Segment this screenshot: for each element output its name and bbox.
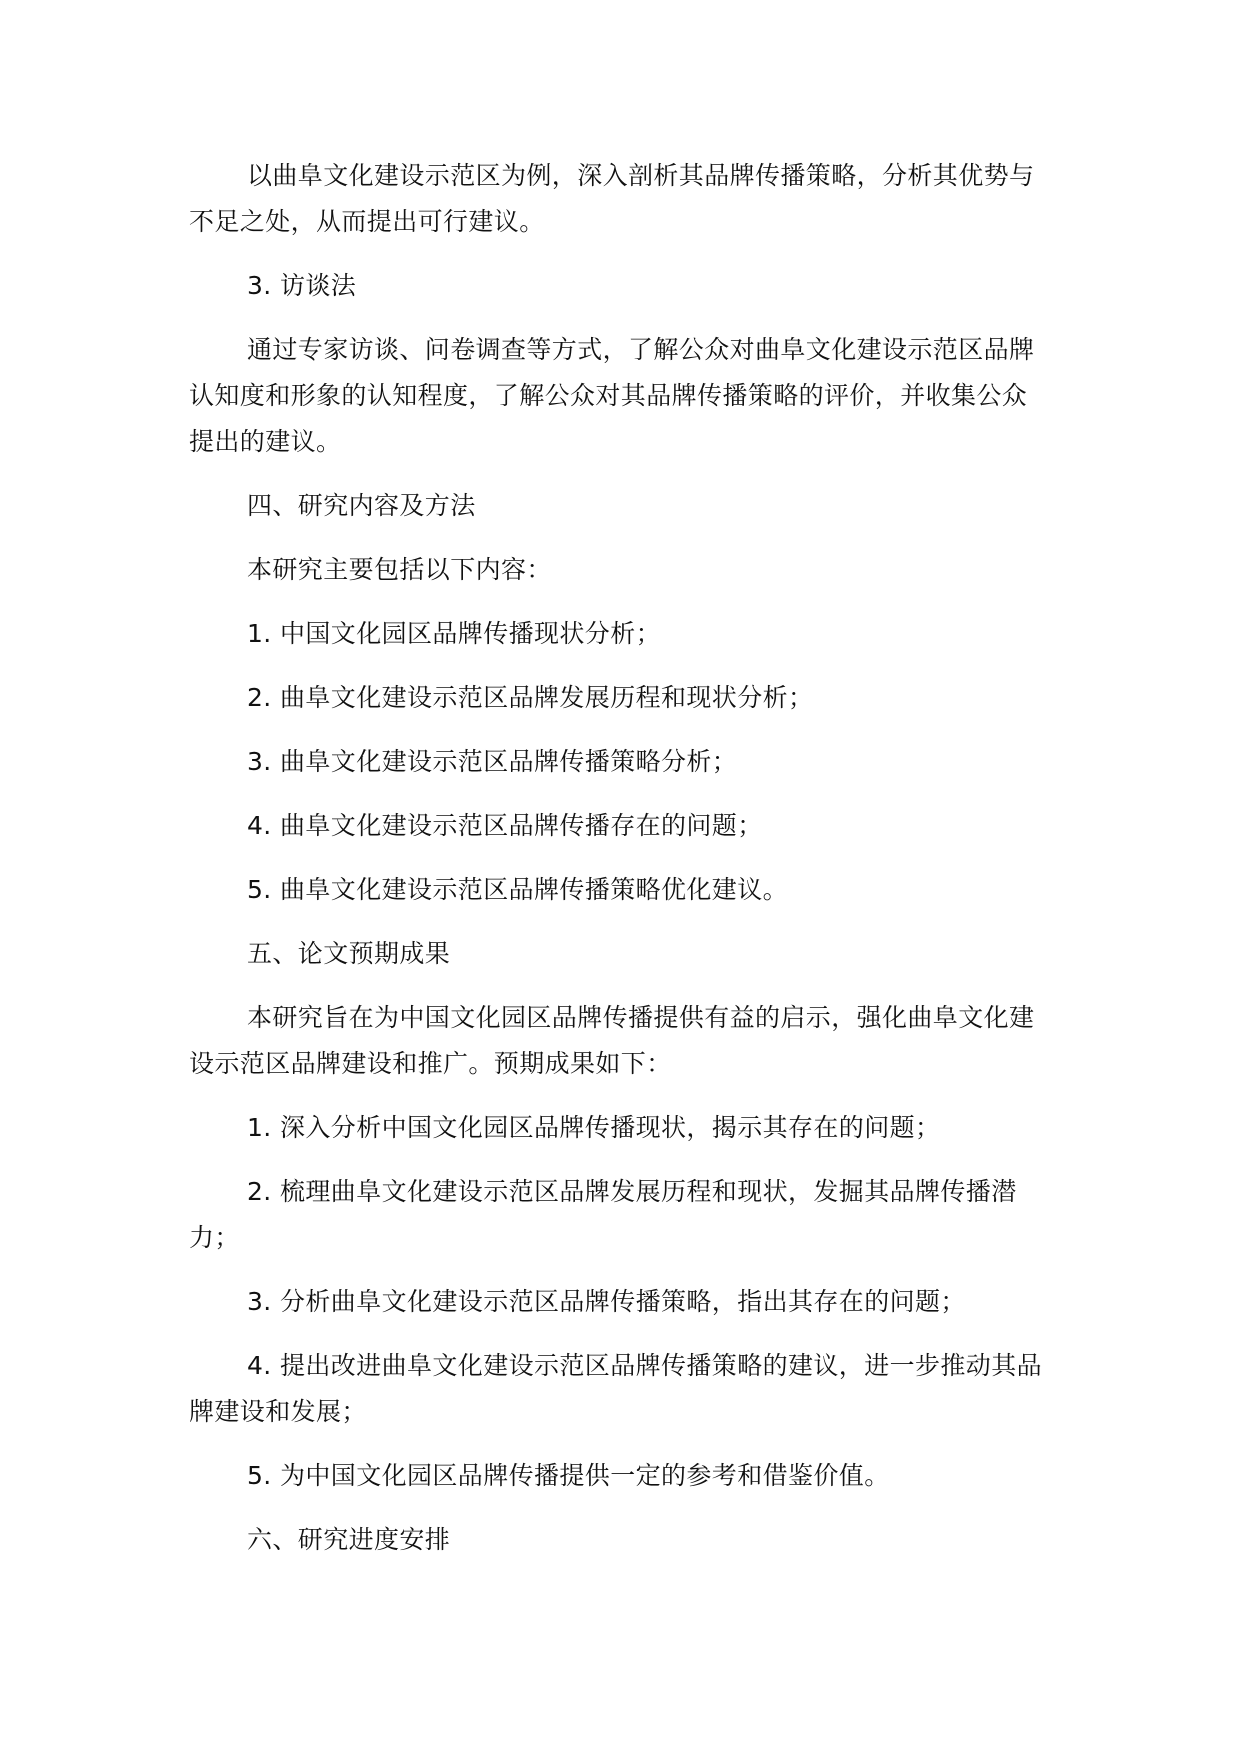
section-heading-research-content: 四、研究内容及方法 [247,491,476,520]
section-heading-expected-results: 五、论文预期成果 [247,939,451,968]
list-item-content-4: 4. 曲阜文化建设示范区品牌传播存在的问题； [247,811,763,840]
paragraph-case-study-method: 以曲阜文化建设示范区为例，深入剖析其品牌传播策略，分析其优势与不足之处，从而提出可行建议。 [189,161,1035,236]
paragraph-content-intro: 本研究主要包括以下内容： [247,555,552,584]
list-item-content-2: 2. 曲阜文化建设示范区品牌发展历程和现状分析； [247,683,814,712]
list-item-result-1: 1. 深入分析中国文化园区品牌传播现状，揭示其存在的问题； [247,1113,941,1142]
section-heading-schedule: 六、研究进度安排 [247,1525,451,1554]
list-item-content-5: 5. 曲阜文化建设示范区品牌传播策略优化建议。 [247,875,789,904]
list-item-content-1: 1. 中国文化园区品牌传播现状分析； [247,619,662,648]
list-item-content-3: 3. 曲阜文化建设示范区品牌传播策略分析； [247,747,738,776]
list-item-result-2: 2. 梳理曲阜文化建设示范区品牌发展历程和现状，发掘其品牌传播潜力； [189,1177,1017,1252]
document-body [189,153,1044,1581]
heading-interview-method: 3. 访谈法 [247,271,357,300]
paragraph-interview-method: 通过专家访谈、问卷调查等方式，了解公众对曲阜文化建设示范区品牌认知度和形象的认知程度，了解公众对其品牌传播策略的评价，并收集公众提出的建议。 [189,335,1035,456]
list-item-result-4: 4. 提出改进曲阜文化建设示范区品牌传播策略的建议，进一步推动其品牌建设和发展； [189,1351,1043,1426]
list-item-result-3: 3. 分析曲阜文化建设示范区品牌传播策略，指出其存在的问题； [247,1287,966,1316]
list-item-result-5: 5. 为中国文化园区品牌传播提供一定的参考和借鉴价值。 [247,1461,890,1490]
paragraph-expected-results-intro: 本研究旨在为中国文化园区品牌传播提供有益的启示，强化曲阜文化建设示范区品牌建设和推广。预期成果如下： [189,1003,1035,1078]
